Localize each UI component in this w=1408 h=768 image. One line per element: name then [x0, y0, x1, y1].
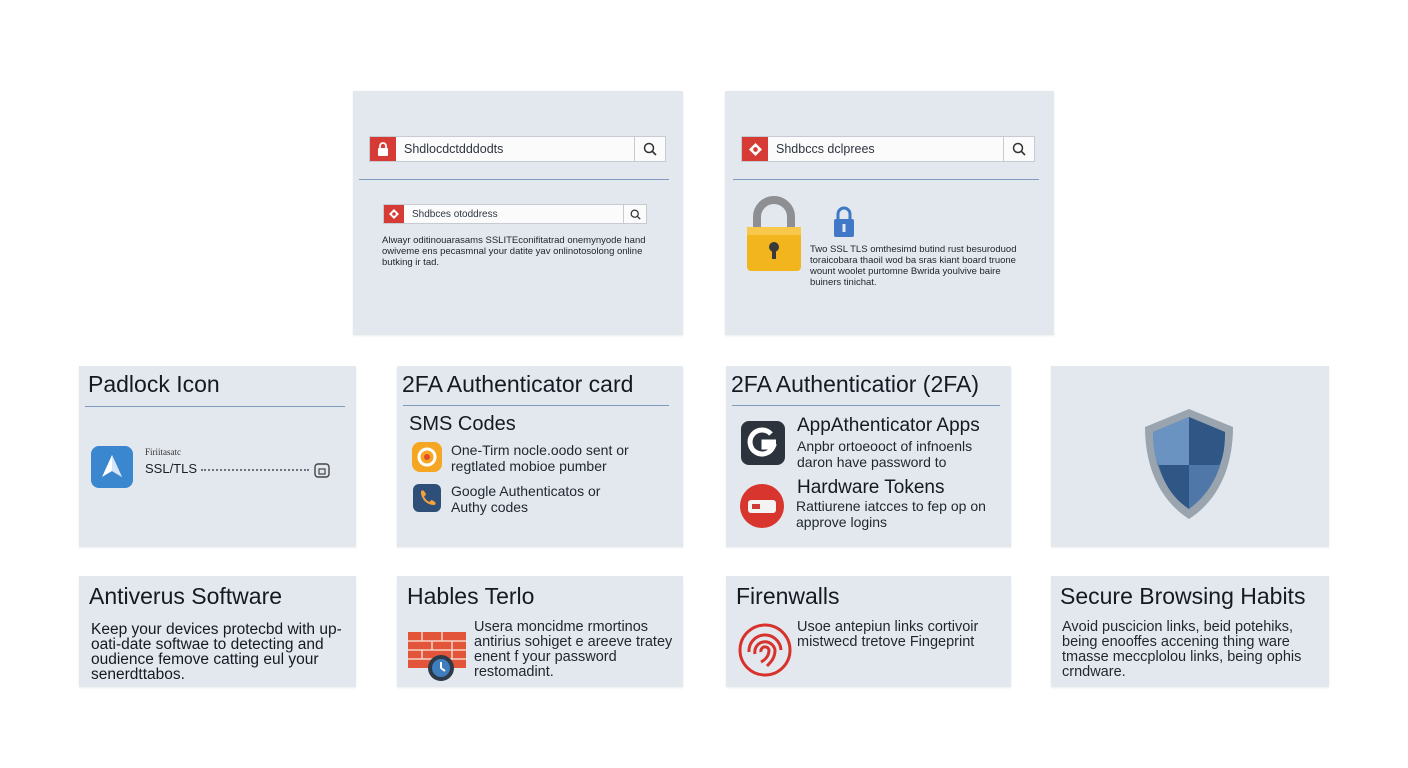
address-bar-secondary[interactable] — [383, 204, 647, 224]
card-title: Padlock Icon — [88, 371, 220, 397]
hables-card — [397, 576, 683, 687]
address-bar[interactable] — [369, 136, 666, 162]
sms-code-description: One-Tirm nocle.oodo sent or regtlated mobioe pumber — [451, 442, 629, 474]
browser-preview-panel-right — [725, 91, 1054, 335]
card-title: 2FA Authenticator card — [402, 371, 634, 397]
padlock-icon-card — [79, 366, 356, 547]
secure-browsing-card — [1051, 576, 1329, 687]
address-text: Shdbces otoddress — [412, 208, 498, 220]
address-text: Shdbccs dclprees — [776, 142, 875, 156]
card-title: Hables Terlo — [407, 583, 535, 609]
site-icon — [384, 205, 404, 223]
apps-heading: AppAthenticator Apps — [797, 415, 980, 436]
lock-icon — [313, 461, 331, 484]
sms-codes-heading: SMS Codes — [409, 413, 516, 435]
card-description: Keep your devices protecbd with up-oati-date softwae to detecting and oudience femove catting eul your senerdttabos. — [91, 621, 342, 683]
hardware-tokens-description: Rattiurene iatcces to fep op on approve logins — [796, 498, 986, 530]
fingerprint-icon — [737, 622, 793, 683]
two-factor-card — [726, 366, 1011, 547]
authenticator-app-icon — [412, 483, 442, 518]
divider — [85, 406, 345, 407]
firewall-icon — [408, 630, 468, 689]
divider — [359, 179, 669, 180]
apps-description: Anpbr ortoeooct of infnoenls daron have password to — [797, 438, 973, 470]
hardware-tokens-heading: Hardware Tokens — [797, 477, 945, 498]
ssl-tls-label: SSL/TLS — [145, 461, 198, 476]
connector-line — [201, 469, 309, 471]
authenticator-app-description: Google Authenticatos or Authy codes — [451, 483, 601, 515]
lock-icon — [370, 137, 396, 161]
card-title: Antiverus Software — [89, 583, 283, 609]
authenticator-app-icon — [740, 420, 786, 471]
small-label: Firiitasatc — [145, 447, 181, 457]
hardware-token-icon — [739, 483, 785, 534]
site-icon — [742, 137, 768, 161]
card-title: Secure Browsing Habits — [1060, 583, 1306, 609]
padlock-icon — [745, 195, 803, 278]
card-title: Firenwalls — [736, 583, 840, 609]
shield-card — [1051, 366, 1329, 547]
card-description: Usoe antepiun links cortivoir mistwecd tretove Fingeprint — [797, 619, 979, 650]
address-text: Shdlocdctdddodts — [404, 142, 504, 156]
address-bar[interactable] — [741, 136, 1035, 162]
browser-preview-panel-left — [353, 91, 683, 335]
card-description: Usera moncidme rmortinos antirius sohiget e areeve tratey enent f your password restomadint. — [474, 619, 673, 680]
search-icon[interactable] — [623, 205, 646, 223]
browser-icon — [90, 445, 134, 494]
card-title: 2FA Authenticatior (2FA) — [731, 371, 980, 397]
divider — [733, 179, 1039, 180]
authenticator-card — [397, 366, 683, 547]
search-icon[interactable] — [634, 137, 665, 161]
card-description: Avoid puscicion links, beid potehiks, being enooffes accening thing ware tmasse meccplolou links, being ophis crndware. — [1062, 619, 1302, 680]
search-icon[interactable] — [1003, 137, 1034, 161]
preview-paragraph: Two SSL TLS omthesimd butind rust besuroduod toraicobara thaoil wod ba sras kiant board truone wount woolet purtomne Bwrida youlvive baire buiners tinichat. — [810, 244, 1017, 288]
firewalls-card — [726, 576, 1011, 687]
preview-paragraph: Alwayr oditinouarasams SSLITEconifitatrad onemynyode hand owiveme ens pecasmnal your datite yav onlinotosolong online butking ir tad. — [382, 235, 646, 268]
divider — [403, 405, 669, 406]
shield-icon — [1141, 407, 1237, 526]
phone-icon — [411, 441, 443, 478]
antivirus-card — [79, 576, 356, 687]
divider — [732, 405, 1000, 406]
lock-icon — [831, 205, 857, 242]
